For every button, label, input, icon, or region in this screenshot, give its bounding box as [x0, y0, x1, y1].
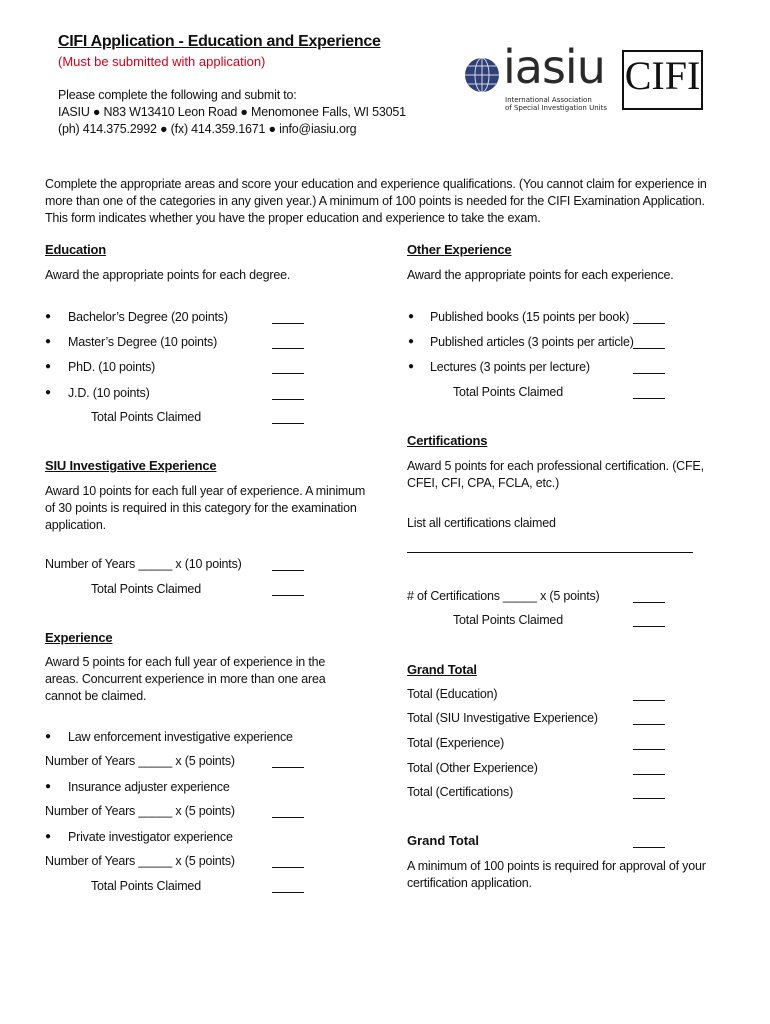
bullet-icon: ●: [408, 336, 415, 347]
total-row-label: Total (Other Experience): [407, 761, 538, 775]
education-desc: Award the appropriate points for each degree.: [45, 268, 291, 282]
submit-instruction: Please complete the following and submit to:: [58, 88, 297, 102]
page-title: CIFI Application - Education and Experience: [58, 33, 381, 50]
education-item: Bachelor’s Degree (20 points): [68, 310, 228, 324]
education-item: Master’s Degree (10 points): [68, 335, 218, 349]
cifi-logo: CIFI: [622, 50, 703, 110]
private-investigator-label: Private investigator experience: [68, 830, 233, 844]
certifications-list-label: List all certifications claimed: [407, 516, 556, 530]
other-experience-item: Lectures (3 points per lecture): [430, 360, 590, 374]
other-experience-total-field[interactable]: [633, 386, 665, 399]
education-total-field[interactable]: [272, 411, 304, 424]
contact-info: (ph) 414.375.2992 ● (fx) 414.359.1671 ● info@iasiu.org: [58, 122, 357, 136]
education-item: PhD. (10 points): [68, 360, 156, 374]
total-certifications-field[interactable]: [633, 786, 665, 799]
org-name-line2: of Special Investigation Units: [505, 104, 607, 112]
total-row-label: Total (SIU Investigative Experience): [407, 711, 598, 725]
bachelors-points-field[interactable]: [272, 311, 304, 324]
grand-total-heading: Grand Total: [407, 662, 477, 677]
other-experience-heading: Other Experience: [407, 242, 512, 257]
experience-heading: Experience: [45, 630, 113, 645]
other-experience-item: Published articles (3 points per article): [430, 335, 634, 349]
insurance-adjuster-label: Insurance adjuster experience: [68, 780, 230, 794]
law-enforcement-points-field[interactable]: [272, 755, 304, 768]
iasiu-wordmark: iasiu: [503, 40, 605, 94]
total-experience-field[interactable]: [633, 737, 665, 750]
articles-points-field[interactable]: [633, 336, 665, 349]
experience-total-field[interactable]: [272, 880, 304, 893]
intro-paragraph: Complete the appropriate areas and score your education and experience qualifications. (You cannot claim for experience in more than one of the categories in any given year.) A minimum of 100 points is needed for the CIFI Examination Application. This form indicates whether you have the proper education and experience to take the exam.: [45, 177, 707, 225]
other-experience-total-label: Total Points Claimed: [453, 385, 563, 399]
bullet-icon: ●: [408, 361, 415, 372]
siu-years-label: Number of Years _____ x (10 points): [45, 557, 242, 571]
certifications-desc: Award 5 points for each professional certification. (CFE, CFEI, CFI, CPA, FCLA, etc.): [407, 459, 704, 490]
private-investigator-points-field[interactable]: [272, 855, 304, 868]
education-item: J.D. (10 points): [68, 386, 150, 400]
siu-desc: Award 10 points for each full year of experience. A minimum of 30 points is required in this category for the examination application.: [45, 484, 366, 532]
bullet-icon: ●: [45, 361, 52, 372]
total-education-field[interactable]: [633, 688, 665, 701]
bullet-icon: ●: [45, 336, 52, 347]
phd-points-field[interactable]: [272, 361, 304, 374]
other-experience-item: Published books (15 points per book): [430, 310, 630, 324]
masters-points-field[interactable]: [272, 336, 304, 349]
bullet-icon: ●: [45, 781, 52, 792]
certifications-count-label: # of Certifications _____ x (5 points): [407, 589, 600, 603]
certifications-total-label: Total Points Claimed: [453, 613, 563, 627]
certifications-list-field[interactable]: [407, 552, 693, 553]
page-subtitle: (Must be submitted with application): [58, 54, 266, 69]
bullet-icon: ●: [45, 311, 52, 322]
total-row-label: Total (Experience): [407, 736, 505, 750]
law-enforcement-label: Law enforcement investigative experience: [68, 730, 293, 744]
siu-total-field[interactable]: [272, 583, 304, 596]
certifications-heading: Certifications: [407, 433, 488, 448]
total-other-experience-field[interactable]: [633, 762, 665, 775]
globe-icon: [463, 56, 501, 94]
law-enforcement-years-label: Number of Years _____ x (5 points): [45, 754, 235, 768]
bullet-icon: ●: [45, 731, 52, 742]
total-row-label: Total (Certifications): [407, 785, 514, 799]
certifications-points-field[interactable]: [633, 590, 665, 603]
insurance-adjuster-years-label: Number of Years _____ x (5 points): [45, 804, 235, 818]
certifications-total-field[interactable]: [633, 614, 665, 627]
experience-total-label: Total Points Claimed: [91, 879, 201, 893]
siu-heading: SIU Investigative Experience: [45, 458, 217, 473]
lectures-points-field[interactable]: [633, 361, 665, 374]
grand-total-label: Grand Total: [407, 833, 479, 848]
total-row-label: Total (Education): [407, 687, 498, 701]
other-experience-desc: Award the appropriate points for each experience.: [407, 268, 674, 282]
education-total-label: Total Points Claimed: [91, 410, 201, 424]
org-name-line1: International Association: [505, 96, 592, 104]
siu-total-label: Total Points Claimed: [91, 582, 201, 596]
grand-total-note: A minimum of 100 points is required for approval of your certification application.: [407, 859, 706, 890]
grand-total-field[interactable]: [633, 835, 665, 848]
mailing-address: IASIU ● N83 W13410 Leon Road ● Menomonee Falls, WI 53051: [58, 105, 406, 119]
experience-desc: Award 5 points for each full year of experience in the areas. Concurrent experience in more than one area cannot be claimed.: [45, 655, 326, 703]
iasiu-logo: [463, 38, 613, 118]
books-points-field[interactable]: [633, 311, 665, 324]
insurance-adjuster-points-field[interactable]: [272, 805, 304, 818]
jd-points-field[interactable]: [272, 387, 304, 400]
bullet-icon: ●: [45, 831, 52, 842]
bullet-icon: ●: [45, 387, 52, 398]
private-investigator-years-label: Number of Years _____ x (5 points): [45, 854, 235, 868]
education-heading: Education: [45, 242, 107, 257]
siu-points-field[interactable]: [272, 558, 304, 571]
bullet-icon: ●: [408, 311, 415, 322]
total-siu-field[interactable]: [633, 712, 665, 725]
